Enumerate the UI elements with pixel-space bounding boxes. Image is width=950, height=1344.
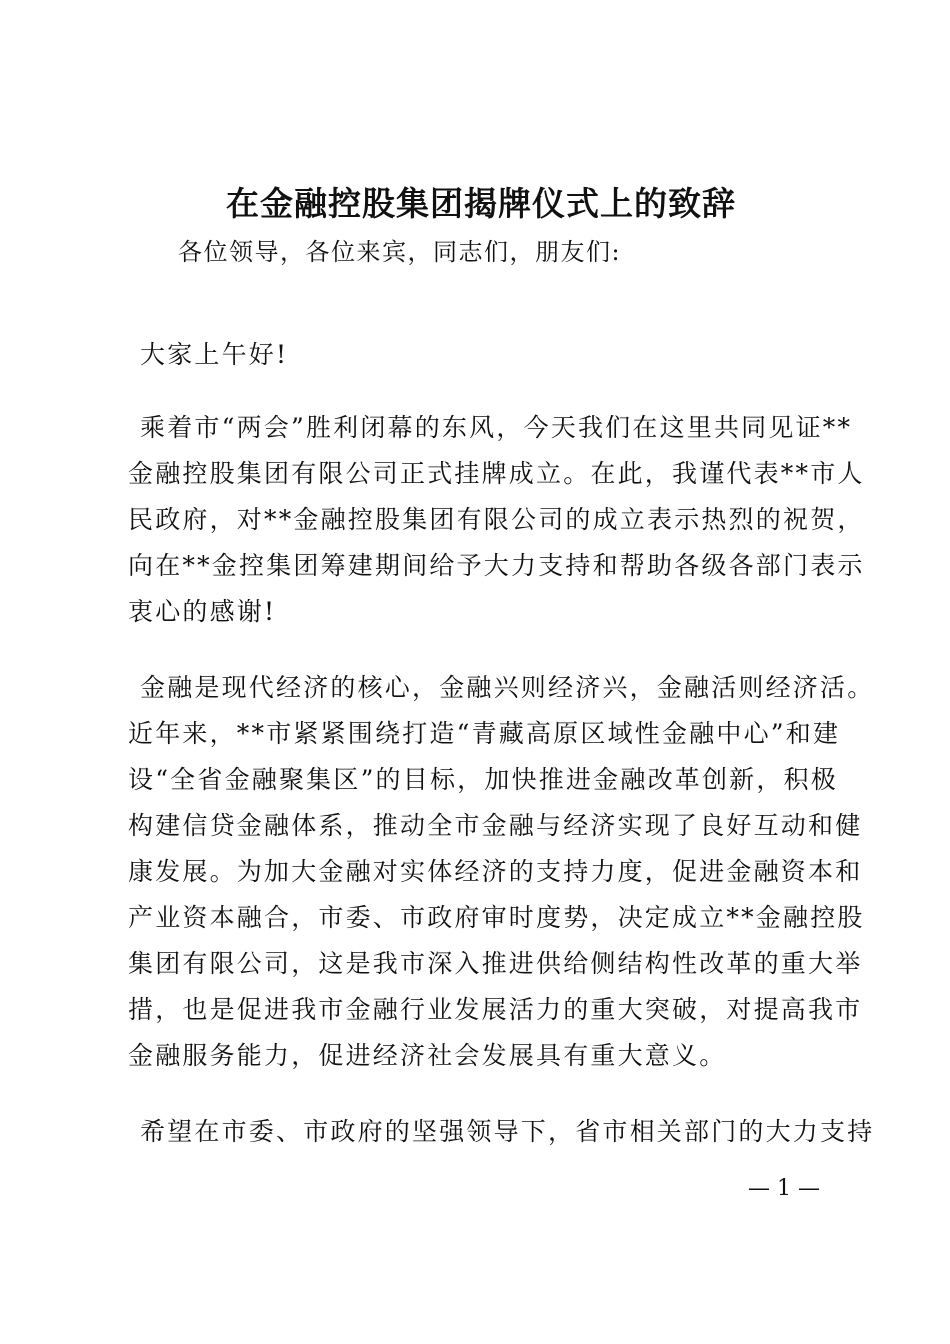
salutation: 各位领导，各位来宾，同志们，朋友们: <box>178 238 622 266</box>
text-line: 金融是现代经济的核心，金融兴则经济兴，金融活则经济活。 <box>140 673 875 702</box>
text-line: 向在**金控集团筹建期间给予大力支持和帮助各级各部门表示 <box>128 551 865 580</box>
text-line: 衷心的感谢! <box>128 597 277 626</box>
text-line: 希望在市委、市政府的坚强领导下，省市相关部门的大力支持 <box>140 1117 875 1146</box>
text-line: 大家上午好! <box>140 340 289 369</box>
paragraph-congratulations <box>128 405 865 635</box>
text-line: 康发展。为加大金融对实体经济的支持力度，促进金融资本和 <box>128 857 863 886</box>
text-line: 设“全省金融聚集区”的目标，加快推进金融改革创新，积极 <box>128 765 838 794</box>
text-line: 金融服务能力，促进经济社会发展具有重大意义。 <box>128 1041 727 1070</box>
text-line: 金融控股集团有限公司正式挂牌成立。在此，我谨代表**市人 <box>128 459 865 488</box>
paragraph-greeting <box>128 332 833 378</box>
text-line: 集团有限公司，这是我市深入推进供给侧结构性改革的重大举 <box>128 949 863 978</box>
text-line: 措，也是促进我市金融行业发展活力的重大突破，对提高我市 <box>128 995 863 1024</box>
text-line: 产业资本融合，市委、市政府审时度势，决定成立**金融控股 <box>128 903 865 932</box>
page-number: — 1 — <box>748 1176 820 1201</box>
document-title: 在金融控股集团揭牌仪式上的致辞 <box>226 184 736 223</box>
text-line: 乘着市“两会”胜利闭幕的东风，今天我们在这里共同见证** <box>140 413 853 442</box>
text-line: 民政府，对**金融控股集团有限公司的成立表示热烈的祝贺， <box>128 505 865 534</box>
text-line: 构建信贷金融体系，推动全市金融与经济实现了良好互动和健 <box>128 811 863 840</box>
paragraph-hope <box>128 1109 875 1155</box>
text-line: 近年来，**市紧紧围绕打造“青藏高原区域性金融中心”和建 <box>128 719 841 748</box>
paragraph-finance-significance <box>128 665 875 1079</box>
